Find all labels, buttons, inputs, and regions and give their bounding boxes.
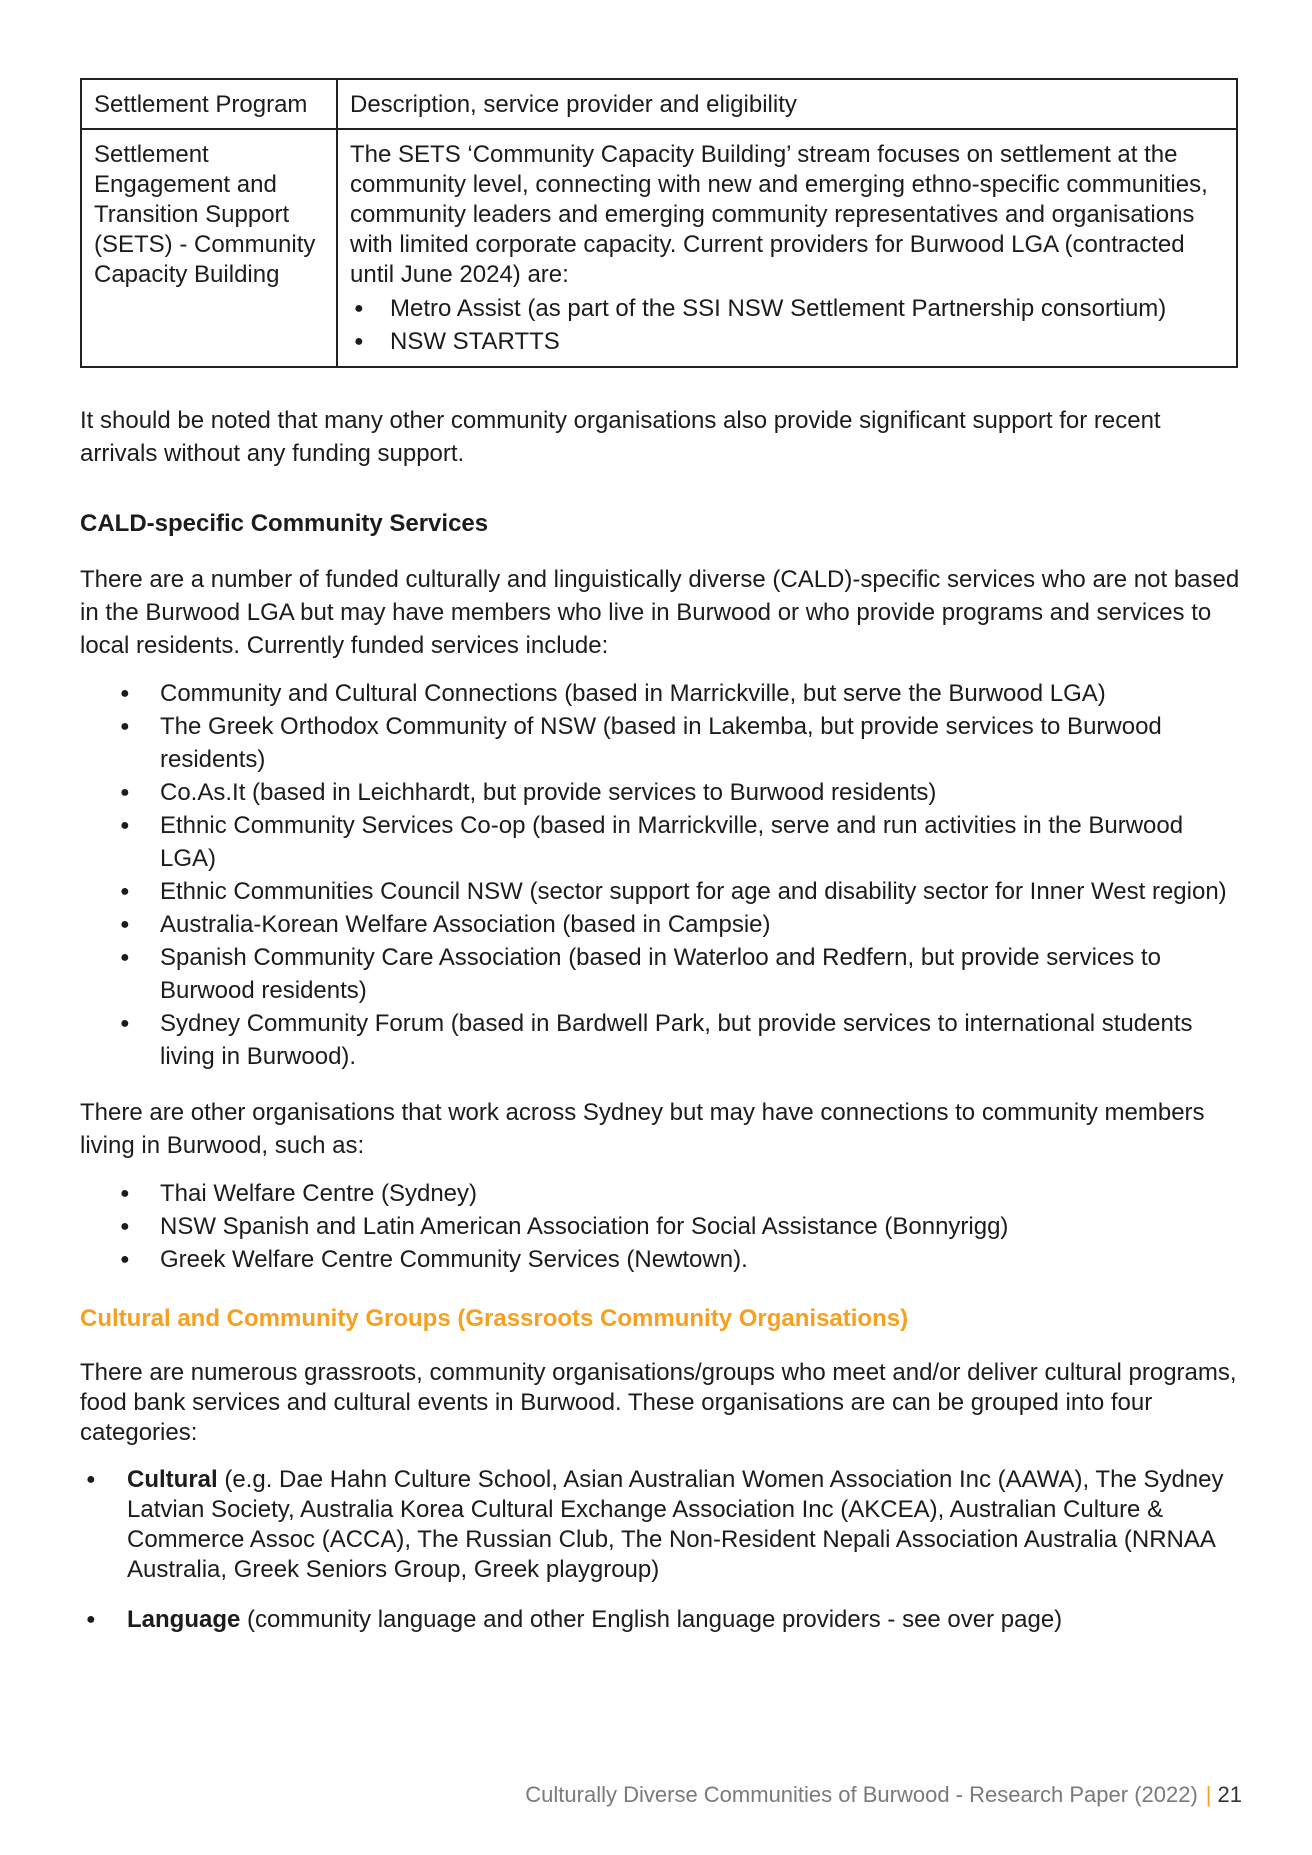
- page-content: [80, 78, 1240, 1635]
- table-header-program: Settlement Program: [81, 79, 337, 129]
- provider-list: [350, 292, 1224, 358]
- footer-title: Culturally Diverse Communities of Burwood - Research Paper (2022): [525, 1782, 1198, 1807]
- list-item: ● Australia-Korean Welfare Association (based in Campsie): [80, 908, 1240, 941]
- list-item: ● Co.As.It (based in Leichhardt, but provide services to Burwood residents): [80, 776, 1240, 809]
- settlement-program-table: [80, 78, 1238, 368]
- table-row: [81, 129, 1237, 367]
- list-item: ● Ethnic Community Services Co-op (based in Marrickville, serve and run activities in the Burwood LGA): [80, 809, 1240, 875]
- grassroots-intro: There are numerous grassroots, community organisations/groups who meet and/or deliver cultural programs, food bank services and cultural events in Burwood. These organisations are can be grouped into four categories:: [80, 1359, 1237, 1446]
- cald-services-list: [80, 677, 1240, 1073]
- category-label: Language: [127, 1606, 241, 1633]
- category-label: Cultural: [127, 1466, 218, 1493]
- table-header-description: Description, service provider and eligibility: [337, 79, 1237, 129]
- cald-heading: CALD-specific Community Services: [80, 510, 489, 537]
- list-item: ● The Greek Orthodox Community of NSW (based in Lakemba, but provide services to Burwood residents): [80, 710, 1240, 776]
- list-item: ● NSW Spanish and Latin American Association for Social Assistance (Bonnyrigg): [80, 1210, 1240, 1243]
- page-number: 21: [1217, 1782, 1242, 1807]
- note-paragraph: It should be noted that many other community organisations also provide significant support for recent arrivals without any funding support.: [80, 407, 1161, 467]
- table-cell-description: [337, 129, 1237, 367]
- list-item: ● Spanish Community Care Association (based in Waterloo and Redfern, but provide services to Burwood residents): [80, 941, 1240, 1007]
- list-item: ● Thai Welfare Centre (Sydney): [80, 1177, 1240, 1210]
- list-item: ● Sydney Community Forum (based in Bardwell Park, but provide services to international students living in Burwood).: [80, 1007, 1240, 1073]
- list-item: [80, 1605, 1240, 1635]
- footer-separator: |: [1205, 1782, 1212, 1807]
- list-item: ● NSW STARTTS: [350, 325, 1224, 358]
- page-footer: [525, 1782, 1242, 1808]
- list-item: ● Community and Cultural Connections (based in Marrickville, but serve the Burwood LGA): [80, 677, 1240, 710]
- cald-intro: There are a number of funded culturally and linguistically diverse (CALD)-specific services who are not based in the Burwood LGA but may have members who live in Burwood or who provide programs and services to local residents. Currently funded services include:: [80, 566, 1240, 659]
- other-orgs-list: [80, 1177, 1240, 1276]
- list-item: ● Ethnic Communities Council NSW (sector support for age and disability sector for Inner West region): [80, 875, 1240, 908]
- list-item: [80, 1465, 1240, 1585]
- other-orgs-intro: There are other organisations that work across Sydney but may have connections to community members living in Burwood, such as:: [80, 1099, 1205, 1159]
- list-item: ● Greek Welfare Centre Community Services (Newtown).: [80, 1243, 1240, 1276]
- list-item: ● Metro Assist (as part of the SSI NSW Settlement Partnership consortium): [350, 292, 1224, 325]
- table-header-row: [81, 79, 1237, 129]
- category-text: (e.g. Dae Hahn Culture School, Asian Australian Women Association Inc (AAWA), The Sydney Latvian Society, Australia Korea Cultural Exchange Association Inc (AKCEA), Australian Culture & Commerce Assoc (ACCA), The Russian Club, The Non-Resident Nepali Association Australia (NRNAA Australia, Greek Seniors Group, Greek playgroup): [127, 1466, 1224, 1583]
- grassroots-categories: [80, 1465, 1240, 1635]
- category-text: (community language and other English language providers - see over page): [240, 1606, 1063, 1633]
- table-cell-program: Settlement Engagement and Transition Support (SETS) - Community Capacity Building: [81, 129, 337, 367]
- grassroots-heading: Cultural and Community Groups (Grassroots Community Organisations): [80, 1305, 909, 1332]
- description-text: The SETS ‘Community Capacity Building’ stream focuses on settlement at the community level, connecting with new and emerging ethno-specific communities, community leaders and emerging community representatives and organisations with limited corporate capacity. Current providers for Burwood LGA (contracted until June 2024) are:: [350, 141, 1208, 288]
